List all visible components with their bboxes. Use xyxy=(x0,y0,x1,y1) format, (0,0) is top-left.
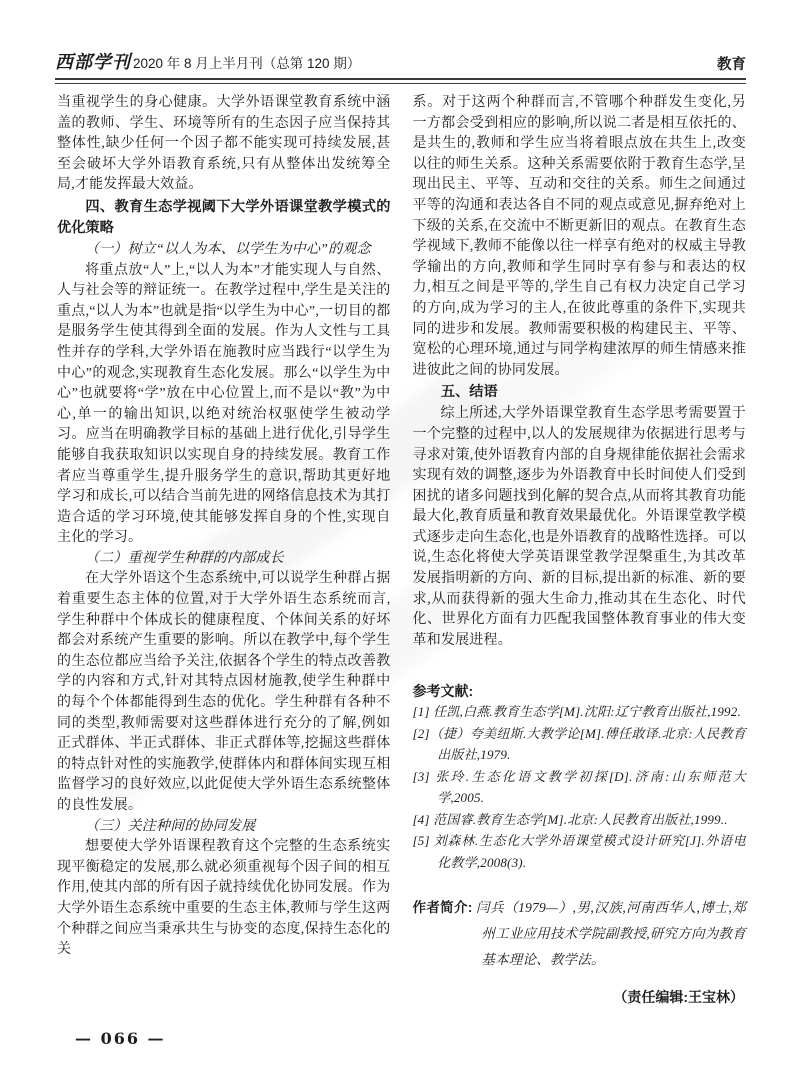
paragraph: 想要使大学外语课程教育这个完整的生态系统实现平衡稳定的发展,那么就必须重视每个因子间的相互作用,使其内部的所有因子就持续优化协同发展。作为大学外语生态系统中重要的生态主体,教师与学生这两个种群之间应当秉承共生与协变的态度,保持生态化的关 xyxy=(57,839,391,958)
reference-item: [1] 任凯,白燕.教育生态学[M].沈阳:辽宁教育出版社,1992. xyxy=(412,704,741,720)
subsection-heading: （一）树立“以人为本、以学生为中心”的观念 xyxy=(85,241,371,257)
page-footer xyxy=(75,1029,166,1049)
subsection-heading: （三）关注种间的协同发展 xyxy=(85,818,256,834)
section-heading: 四、教育生态学视阈下大学外语课堂教学模式的优化策略 xyxy=(57,198,391,236)
references-list xyxy=(413,701,747,873)
reference-item: [2]（捷）夸美纽斯.大教学论[M].傅任敢译.北京:人民教育出版社,1979. xyxy=(412,725,746,763)
author-bio-text: 闫兵（1979—）,男,汉族,河南西华人,博士,郑州工业应用技术学院副教授,研究方向为教育基本理论、教学法。 xyxy=(476,900,747,968)
right-column xyxy=(413,93,747,1007)
paragraph: 当重视学生的身心健康。大学外语课堂教育系统中涵盖的教师、学生、环境等所有的生态因子应当保持其整体性,缺少任何一个因子都不能实现可持续发展,甚至会破坏大学外语教育系统,只有从整体出发统筹全局,才能发挥最大效益。 xyxy=(57,95,391,193)
issue-info: 2020 年 8 月上半月刊（总第 120 期） xyxy=(133,56,361,71)
page-number: — 066 — xyxy=(75,1029,166,1048)
journal-masthead xyxy=(55,48,360,74)
paragraph: 将重点放“人”上,“以人为本”才能实现人与自然、人与社会等的辩证统一。在教学过程中,学生是关注的重点,“以人为本”也就是指“以学生为中心”,一切目的都是服务学生使其得到全面的发展。作为人文性与工具性并存的学科,大学外语在施教时应当践行“以学生为中心”的观念,实现教育生态化发展。那么“以学生为中心”也就要将“学”放在中心位置上,而不是以“教”为中心,单一的输出知识,以绝对统治权驱使学生被动学习。应当在明确教学目标的基础上进行优化,引导学生能够自我获取知识以实现自身的持续发展。教育工作者应当尊重学生,提升服务学生的意识,帮助其更好地学习和成长,可以结合当前先进的网络信息技术为其打造合适的学习环境,使其能够发挥自身的个性,实现自主化的学习。 xyxy=(57,262,391,546)
author-bio-label: 作者简介: xyxy=(412,900,473,916)
article-body xyxy=(57,93,746,1007)
reference-item: [5] 刘森林.生态化大学外语课堂模式设计研究[J].外语电化教学,2008(3). xyxy=(412,833,746,870)
references-title: 参考文献: xyxy=(412,683,474,700)
header-rule xyxy=(55,78,746,84)
section-label: 教育 xyxy=(717,57,746,73)
page-header xyxy=(55,48,746,74)
editor-note: （责任编辑:王宝林） xyxy=(613,989,744,1006)
section-heading: 五、结语 xyxy=(440,384,498,401)
reference-item: [4] 范国睿.教育生态学[M].北京:人民教育出版社,1999.. xyxy=(412,811,728,827)
left-column xyxy=(57,93,391,1007)
paragraph: 在大学外语这个生态系统中,可以说学生种群占据着重要生态主体的位置,对于大学外语生态系统而言,学生种群中个体成长的健康程度、个体间关系的好坏都会对系统产生重要的影响。所以在教学中,每个学生的生态位都应当给予关注,依据各个学生的特点改善教学的内容和方式,针对其特点因材施教,使学生种群中的每个个体都能得到生态的优化。学生种群有各种不同的类型,教师需要对这些群体进行充分的了解,例如正式群体、半正式群体、非正式群体等,挖掘这些群体的特点针对性的实施教学,使群体内和群体间实现互相监督学习的良好效应,以此促使大学外语生态系统整体的良性发展。 xyxy=(57,571,391,813)
author-bio xyxy=(413,895,747,973)
reference-item: [3] 张玲.生态化语文教学初探[D].济南:山东师范大学,2005. xyxy=(412,768,746,806)
subsection-heading: （二）重视学生种群的内部成长 xyxy=(85,550,284,566)
paragraph: 系。对于这两个种群而言,不管哪个种群发生变化,另一方都会受到相应的影响,所以说二者是相互依托的、是共生的,教师和学生应当将着眼点放在共生上,改变以往的师生关系。这种关系需要依附于教育生态学,呈现出民主、平等、互动和交往的关系。师生之间通过平等的沟通和表达各自不同的观点或意见,摒弃绝对上下级的关系,在交流中不断更新旧的观点。在教育生态学视域下,教师不能像以往一样享有绝对的权威主导教学输出的方向,教师和学生同时享有参与和表达的权力,相互之间是平等的,学生自己有权力决定自己学习的方向,成为学习的主人,在彼此尊重的条件下,实现共同的进步和发展。教师需要积极的构建民主、平等、宽松的心理环境,通过与同学构建浓厚的师生情感来推进彼此之间的协同发展。 xyxy=(412,95,746,378)
paragraph: 综上所述,大学外语课堂教育生态学思考需要置于一个完整的过程中,以人的发展规律为依据进行思考与寻求对策,使外语教育内部的自身规律能依据社会需求实现有效的调整,逐步为外语教育中长时间使人们受到困扰的诸多问题找到化解的契合点,从而将其教育功能最大化,教育质量和教育效果最优化。外语课堂教学模式逐步走向生态化,也是外语教育的战略性选择。可以说,生态化将使大学英语课堂教学涅槃重生,为其改革发展指明新的方向、新的目标,提出新的标准、新的要求,从而获得新的强大生命力,推动其在生态化、时代化、世界化方面有力匹配我国整体教育事业的伟大变革和发展进程。 xyxy=(412,406,746,648)
journal-logo: 西部学刊 xyxy=(55,52,131,73)
